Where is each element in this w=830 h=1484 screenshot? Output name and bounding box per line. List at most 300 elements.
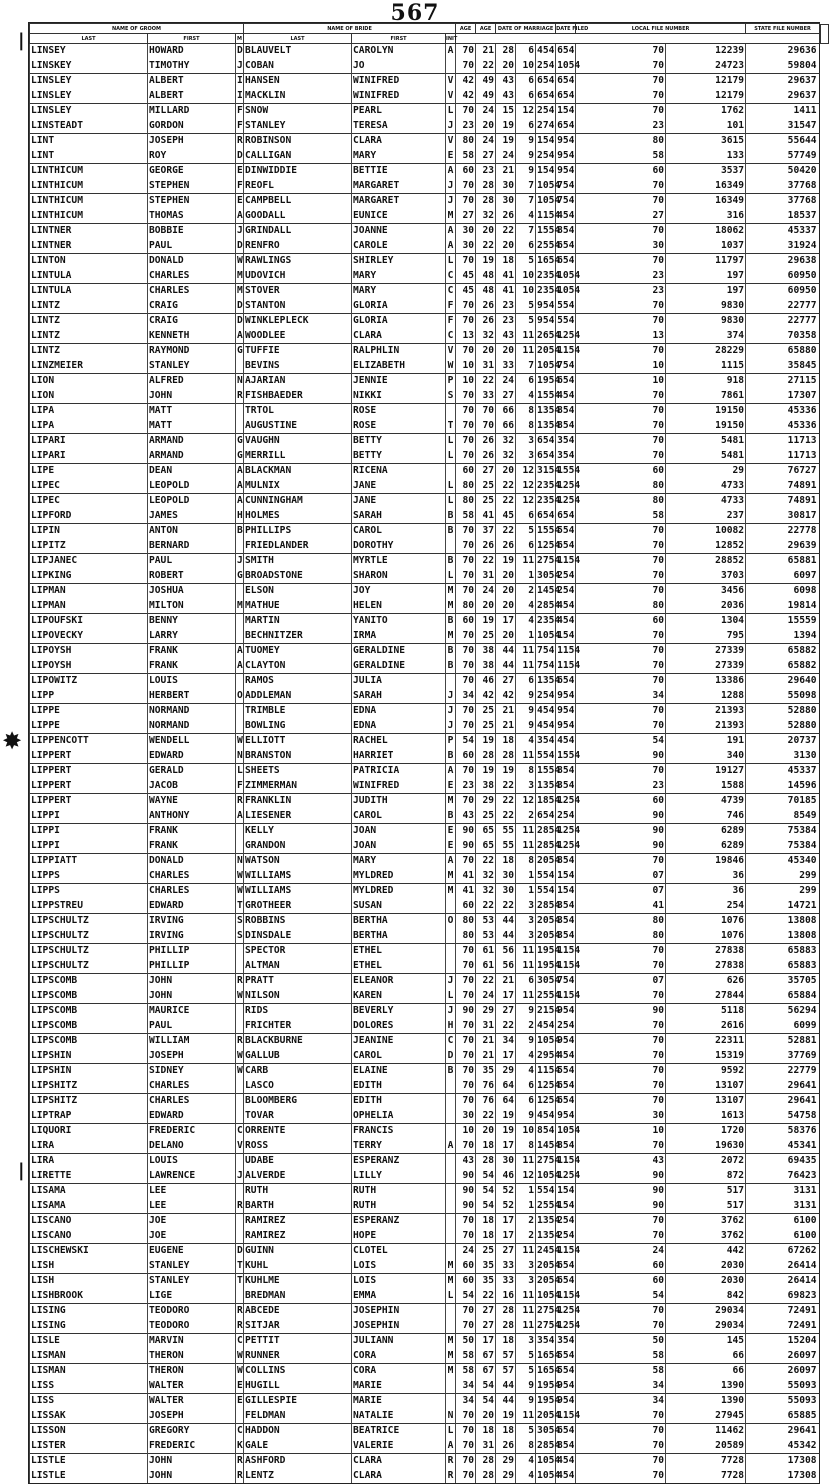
state-file-number-cell: 3131	[746, 1184, 820, 1199]
groom-init-cell: J	[236, 1169, 244, 1184]
bride-last-cell: RAMIREZ	[244, 1229, 352, 1244]
groom-init-cell: J	[236, 59, 244, 74]
state-file-number-cell: 69823	[746, 1289, 820, 1304]
state-file-number-cell: 17308	[746, 1469, 820, 1484]
groom-first-cell: CHARLES	[148, 1079, 236, 1094]
age-bride-cell: 16	[496, 1289, 516, 1304]
bride-first-cell: ETHEL	[352, 944, 446, 959]
age-bride-cell: 24	[496, 149, 516, 164]
groom-init-cell	[236, 1154, 244, 1169]
age-groom-cell: 28	[476, 1454, 496, 1469]
local-county-cell: 70	[576, 224, 666, 239]
marriage-month-cell: 9	[516, 149, 536, 164]
age-groom-cell: 26	[476, 314, 496, 329]
age-groom-cell: 54	[476, 1169, 496, 1184]
marriage-day-year-cell: 1354	[536, 404, 556, 419]
groom-last-cell: LIPOYSH	[30, 659, 148, 674]
county-code-cell: 70	[456, 1214, 476, 1229]
numeric-subheader	[456, 34, 820, 44]
age-groom-cell: 21	[476, 44, 496, 59]
bride-first-cell: CAROL	[352, 1049, 446, 1064]
marriage-month-cell: 7	[516, 179, 536, 194]
age-groom-cell: 65	[476, 824, 496, 839]
table-row	[30, 509, 820, 524]
county-code-cell: 70	[456, 419, 476, 434]
age-bride-cell: 20	[496, 629, 516, 644]
state-file-number-cell: 52881	[746, 1034, 820, 1049]
age-bride-cell: 55	[496, 839, 516, 854]
bride-last-cell: ALTMAN	[244, 959, 352, 974]
age-bride-cell: 21	[496, 164, 516, 179]
marriage-day-year-cell: 854	[536, 1124, 556, 1139]
bride-last-cell: KUHLME	[244, 1274, 352, 1289]
marriage-month-cell: 6	[516, 674, 536, 689]
groom-first-cell: FRANK	[148, 839, 236, 854]
marriage-day-year-cell: 2854	[536, 899, 556, 914]
groom-first-cell: LEE	[148, 1199, 236, 1214]
marriage-month-cell: 8	[516, 764, 536, 779]
bride-first-cell: BEVERLY	[352, 1004, 446, 1019]
age-bride-cell: 19	[496, 1124, 516, 1139]
bride-init-cell: A	[446, 239, 456, 254]
groom-first-cell: STEPHEN	[148, 194, 236, 209]
groom-init-cell: T	[236, 899, 244, 914]
age-groom-cell: 20	[476, 1124, 496, 1139]
marriage-month-cell: 11	[516, 644, 536, 659]
bride-first-cell: JANE	[352, 494, 446, 509]
bride-last-cell: CAMPBELL	[244, 194, 352, 209]
margin-star-mark: ✸	[2, 727, 23, 755]
groom-first-cell: ARMAND	[148, 434, 236, 449]
filed-month-year-cell: 654	[556, 1079, 576, 1094]
table-row	[30, 1064, 820, 1079]
marriage-day-year-cell: 2954	[536, 1049, 556, 1064]
age-groom-cell: 26	[476, 434, 496, 449]
local-number-cell: 1720	[666, 1124, 746, 1139]
marriage-day-year-cell: 254	[536, 149, 556, 164]
groom-init-cell: A	[236, 209, 244, 224]
bride-first-cell: MARY	[352, 854, 446, 869]
county-code-cell: 23	[456, 779, 476, 794]
state-file-number-cell: 45340	[746, 854, 820, 869]
age-bride-cell: 19	[496, 134, 516, 149]
state-file-number-cell: 37768	[746, 179, 820, 194]
marriage-month-cell: 6	[516, 89, 536, 104]
state-file-number-cell: 58376	[746, 1124, 820, 1139]
bride-init-cell: L	[446, 989, 456, 1004]
local-number-cell: 3537	[666, 164, 746, 179]
bride-last-cell: CALLIGAN	[244, 149, 352, 164]
local-number-cell: 1076	[666, 929, 746, 944]
bride-first-cell: GERALDINE	[352, 644, 446, 659]
groom-first-cell: ANTON	[148, 524, 236, 539]
county-code-cell: 70	[456, 704, 476, 719]
local-county-cell: 60	[576, 164, 666, 179]
bride-first-cell: SARAH	[352, 509, 446, 524]
marriage-day-year-cell: 1354	[536, 1229, 556, 1244]
bride-init-cell: L	[446, 1424, 456, 1439]
groom-first-cell: HOWARD	[148, 44, 236, 59]
groom-last-header: LAST	[30, 34, 148, 44]
filed-month-year-cell: 1154	[556, 959, 576, 974]
groom-init-cell: T	[236, 1259, 244, 1274]
age-groom-cell: 20	[476, 224, 496, 239]
age-groom-cell: 32	[476, 884, 496, 899]
marriage-day-year-cell: 1554	[536, 224, 556, 239]
marriage-month-cell: 6	[516, 1094, 536, 1109]
table-row	[30, 1004, 820, 1019]
groom-init-cell: R	[236, 974, 244, 989]
groom-first-cell: LEOPOLD	[148, 479, 236, 494]
age-groom-cell: 21	[476, 1049, 496, 1064]
filed-month-year-cell: 654	[556, 89, 576, 104]
groom-first-cell: DONALD	[148, 854, 236, 869]
age-bride-cell: 22	[496, 224, 516, 239]
marriage-day-year-cell: 2854	[536, 599, 556, 614]
bride-last-cell: GILLESPIE	[244, 1394, 352, 1409]
marriage-day-year-cell: 1954	[536, 944, 556, 959]
age-bride-cell: 64	[496, 1094, 516, 1109]
age-bride-cell: 44	[496, 659, 516, 674]
county-code-cell: 34	[456, 1394, 476, 1409]
filed-month-year-cell: 1554	[556, 749, 576, 764]
state-file-number-cell: 29637	[746, 74, 820, 89]
local-file-header: LOCAL FILE NUMBER	[576, 24, 746, 34]
marriage-month-cell: 5	[516, 1364, 536, 1379]
age-groom-cell: 17	[476, 1334, 496, 1349]
county-code-cell: 34	[456, 1379, 476, 1394]
groom-init-cell	[236, 1289, 244, 1304]
table-row	[30, 269, 820, 284]
groom-first-cell: FRANK	[148, 644, 236, 659]
age-groom-cell: 48	[476, 284, 496, 299]
groom-first-cell: MARVIN	[148, 1334, 236, 1349]
local-number-cell: 1390	[666, 1394, 746, 1409]
marriage-day-year-cell: 354	[536, 1334, 556, 1349]
table-row	[30, 344, 820, 359]
bride-first-cell: WINIFRED	[352, 89, 446, 104]
bride-init-cell: C	[446, 269, 456, 284]
marriage-day-year-cell: 554	[536, 869, 556, 884]
marriage-day-year-cell: 2854	[536, 824, 556, 839]
groom-first-cell: NORMAND	[148, 719, 236, 734]
groom-init-cell: C	[236, 1334, 244, 1349]
age-groom-cell: 25	[476, 719, 496, 734]
marriage-month-cell: 8	[516, 854, 536, 869]
table-row	[30, 1334, 820, 1349]
bride-init-cell: F	[446, 299, 456, 314]
groom-init-cell	[236, 614, 244, 629]
groom-init-cell: B	[236, 524, 244, 539]
state-file-number-cell: 35845	[746, 359, 820, 374]
table-row	[30, 779, 820, 794]
bride-last-cell: ROBINSON	[244, 134, 352, 149]
groom-last-cell: LIPPI	[30, 839, 148, 854]
groom-first-cell: NORMAND	[148, 704, 236, 719]
local-number-cell: 4733	[666, 479, 746, 494]
table-row	[30, 389, 820, 404]
table-row	[30, 149, 820, 164]
table-row	[30, 1019, 820, 1034]
table-row	[30, 419, 820, 434]
groom-init-cell	[236, 1109, 244, 1124]
local-number-cell: 11462	[666, 1424, 746, 1439]
age-bride-cell: 22	[496, 1019, 516, 1034]
age-bride-header: AGE	[476, 24, 496, 34]
state-file-number-cell: 75384	[746, 839, 820, 854]
bride-last-cell: GRINDALL	[244, 224, 352, 239]
marriage-day-year-cell: 3054	[536, 974, 556, 989]
table-row	[30, 749, 820, 764]
state-file-number-cell: 11713	[746, 434, 820, 449]
groom-last-cell: LIPPSTREU	[30, 899, 148, 914]
age-bride-cell: 28	[496, 749, 516, 764]
state-file-number-cell: 65884	[746, 989, 820, 1004]
groom-init-cell	[236, 1004, 244, 1019]
age-groom-cell: 26	[476, 449, 496, 464]
local-number-cell: 9592	[666, 1064, 746, 1079]
groom-init-cell: W	[236, 1364, 244, 1379]
age-groom-cell: 20	[476, 1409, 496, 1424]
age-groom-cell: 18	[476, 1229, 496, 1244]
table-header	[30, 24, 820, 44]
local-county-cell: 58	[576, 149, 666, 164]
filed-month-year-cell: 554	[556, 1364, 576, 1379]
age-bride-cell: 20	[496, 584, 516, 599]
filed-month-year-cell: 1254	[556, 494, 576, 509]
filed-month-year-cell: 354	[556, 449, 576, 464]
marriage-month-cell: 4	[516, 734, 536, 749]
table-row	[30, 629, 820, 644]
groom-last-cell: LIPA	[30, 419, 148, 434]
age-bride-cell: 56	[496, 959, 516, 974]
age-groom-cell: 61	[476, 944, 496, 959]
local-county-cell: 70	[576, 1214, 666, 1229]
county-code-cell: 60	[456, 164, 476, 179]
local-county-cell: 70	[576, 569, 666, 584]
marriage-day-year-cell: 2354	[536, 494, 556, 509]
table-row	[30, 239, 820, 254]
county-code-cell: 70	[456, 1439, 476, 1454]
marriage-day-year-cell: 2054	[536, 854, 556, 869]
filed-month-year-cell: 254	[556, 1229, 576, 1244]
age-bride-cell: 27	[496, 1244, 516, 1259]
bride-init-cell	[446, 464, 456, 479]
bride-last-cell: KELLY	[244, 824, 352, 839]
bride-last-cell: BREDMAN	[244, 1289, 352, 1304]
page-number: 567	[390, 0, 440, 26]
local-number-cell: 1613	[666, 1109, 746, 1124]
groom-init-cell: L	[236, 764, 244, 779]
table-row	[30, 1124, 820, 1139]
bride-init-cell: O	[446, 914, 456, 929]
groom-last-cell: LIPPIATT	[30, 854, 148, 869]
local-county-cell: 70	[576, 314, 666, 329]
table-row	[30, 1199, 820, 1214]
marriage-month-cell: 2	[516, 584, 536, 599]
groom-first-cell: DELANO	[148, 1139, 236, 1154]
bride-last-cell: MARTIN	[244, 614, 352, 629]
groom-last-cell: LISSAK	[30, 1409, 148, 1424]
bride-first-cell: BEATRICE	[352, 1424, 446, 1439]
groom-last-cell: LIPSCHULTZ	[30, 959, 148, 974]
groom-last-cell: LIPSCOMB	[30, 974, 148, 989]
local-county-cell: 70	[576, 1439, 666, 1454]
age-bride-cell: 32	[496, 449, 516, 464]
bride-last-cell: AJARIAN	[244, 374, 352, 389]
table-row	[30, 824, 820, 839]
bride-init-cell: B	[446, 644, 456, 659]
marriage-month-cell: 11	[516, 329, 536, 344]
local-number-cell: 133	[666, 149, 746, 164]
age-groom-cell: 67	[476, 1349, 496, 1364]
filed-month-year-cell: 154	[556, 1199, 576, 1214]
table-row	[30, 119, 820, 134]
filed-month-year-cell: 954	[556, 1004, 576, 1019]
marriage-day-year-cell: 1054	[536, 629, 556, 644]
state-file-number-cell: 65883	[746, 959, 820, 974]
filed-month-year-cell: 454	[556, 209, 576, 224]
local-county-cell: 41	[576, 899, 666, 914]
marriage-day-year-cell: 654	[536, 809, 556, 824]
local-county-cell: 80	[576, 134, 666, 149]
state-file-number-cell: 14596	[746, 779, 820, 794]
age-groom-cell: 29	[476, 794, 496, 809]
marriage-month-cell: 6	[516, 374, 536, 389]
age-groom-cell: 22	[476, 854, 496, 869]
table-row	[30, 524, 820, 539]
county-code-cell: 54	[456, 1289, 476, 1304]
table-row	[30, 809, 820, 824]
bride-last-cell: FRICHTER	[244, 1019, 352, 1034]
bride-init-cell: M	[446, 599, 456, 614]
local-county-cell: 90	[576, 1004, 666, 1019]
state-file-number-cell: 45336	[746, 419, 820, 434]
bride-init-cell: M	[446, 1259, 456, 1274]
groom-last-cell: LISLE	[30, 1334, 148, 1349]
groom-last-cell: LINSKEY	[30, 59, 148, 74]
filed-month-year-cell: 654	[556, 539, 576, 554]
local-county-cell: 60	[576, 614, 666, 629]
groom-last-cell: LISS	[30, 1394, 148, 1409]
bride-last-cell: FRIEDLANDER	[244, 539, 352, 554]
state-file-number-cell: 8549	[746, 809, 820, 824]
marriage-month-cell: 4	[516, 389, 536, 404]
filed-month-year-cell: 1054	[556, 284, 576, 299]
state-file-number-cell: 35705	[746, 974, 820, 989]
county-code-cell: 70	[456, 1304, 476, 1319]
table-row	[30, 1109, 820, 1124]
age-bride-cell: 32	[496, 434, 516, 449]
table-row	[30, 89, 820, 104]
bride-last-cell: TRTOL	[244, 404, 352, 419]
groom-init-cell	[236, 959, 244, 974]
bride-last-cell: DINWIDDIE	[244, 164, 352, 179]
local-county-cell: 70	[576, 1229, 666, 1244]
marriage-day-year-cell: 1454	[536, 1139, 556, 1154]
marriage-month-cell: 12	[516, 494, 536, 509]
groom-first-cell: TEODORO	[148, 1319, 236, 1334]
local-number-cell: 1037	[666, 239, 746, 254]
marriage-day-year-cell: 1454	[536, 584, 556, 599]
marriage-month-cell: 3	[516, 1334, 536, 1349]
marriage-day-year-cell: 2054	[536, 1259, 556, 1274]
groom-init-cell: J	[236, 224, 244, 239]
bride-last-cell: ROSS	[244, 1139, 352, 1154]
local-number-cell: 517	[666, 1199, 746, 1214]
state-file-number-cell: 6100	[746, 1229, 820, 1244]
groom-last-cell: LIPSHITZ	[30, 1094, 148, 1109]
marriage-month-cell: 6	[516, 239, 536, 254]
marriage-day-year-cell: 2754	[536, 1304, 556, 1319]
marriage-day-year-cell: 1954	[536, 1394, 556, 1409]
bride-first-cell: CLOTEL	[352, 1244, 446, 1259]
marriage-day-year-cell: 2454	[536, 1244, 556, 1259]
filed-month-year-cell: 654	[556, 1424, 576, 1439]
age-groom-cell: 25	[476, 809, 496, 824]
marriage-month-cell: 1	[516, 1184, 536, 1199]
age-groom-cell: 26	[476, 299, 496, 314]
groom-last-cell: LINTULA	[30, 269, 148, 284]
local-number-cell: 7728	[666, 1469, 746, 1484]
age-groom-cell: 22	[476, 1289, 496, 1304]
marriage-day-year-cell: 1354	[536, 1214, 556, 1229]
local-number-cell: 746	[666, 809, 746, 824]
bride-last-cell: ROBBINS	[244, 914, 352, 929]
filed-month-year-cell: 454	[556, 1454, 576, 1469]
bride-init-cell	[446, 674, 456, 689]
age-bride-cell: 15	[496, 104, 516, 119]
table-row	[30, 1274, 820, 1289]
marriage-day-year-cell: 1354	[536, 419, 556, 434]
groom-first-cell: JOHN	[148, 389, 236, 404]
groom-init-cell: N	[236, 749, 244, 764]
county-code-cell: 58	[456, 1364, 476, 1379]
filed-month-year-cell: 954	[556, 134, 576, 149]
marriage-day-year-cell: 454	[536, 704, 556, 719]
local-number-cell: 66	[666, 1349, 746, 1364]
age-groom-cell: 38	[476, 779, 496, 794]
local-county-cell: 90	[576, 1199, 666, 1214]
state-file-number-cell: 74891	[746, 494, 820, 509]
age-groom-cell: 31	[476, 359, 496, 374]
marriage-month-cell: 11	[516, 989, 536, 1004]
bride-last-cell: MERRILL	[244, 449, 352, 464]
county-code-cell: 60	[456, 614, 476, 629]
local-number-cell: 16349	[666, 194, 746, 209]
bride-init-cell: B	[446, 809, 456, 824]
county-code-cell: 70	[456, 1079, 476, 1094]
groom-first-cell: WILLIAM	[148, 1034, 236, 1049]
marriage-day-year-cell: 454	[536, 1019, 556, 1034]
bride-last-cell: BLACKMAN	[244, 464, 352, 479]
marriage-day-year-cell: 2554	[536, 1199, 556, 1214]
bride-first-cell: SHIRLEY	[352, 254, 446, 269]
filed-month-year-cell: 854	[556, 404, 576, 419]
bride-last-cell: RAMOS	[244, 674, 352, 689]
bride-first-cell: OPHELIA	[352, 1109, 446, 1124]
groom-first-cell: THERON	[148, 1349, 236, 1364]
filed-month-year-cell: 554	[556, 1064, 576, 1079]
local-number-cell: 1288	[666, 689, 746, 704]
age-bride-cell: 44	[496, 1394, 516, 1409]
bride-init-cell: A	[446, 854, 456, 869]
age-bride-cell: 41	[496, 269, 516, 284]
county-code-cell: 43	[456, 1154, 476, 1169]
table-row	[30, 194, 820, 209]
marriage-day-year-cell: 1054	[536, 1289, 556, 1304]
bride-last-cell: BECHNITZER	[244, 629, 352, 644]
